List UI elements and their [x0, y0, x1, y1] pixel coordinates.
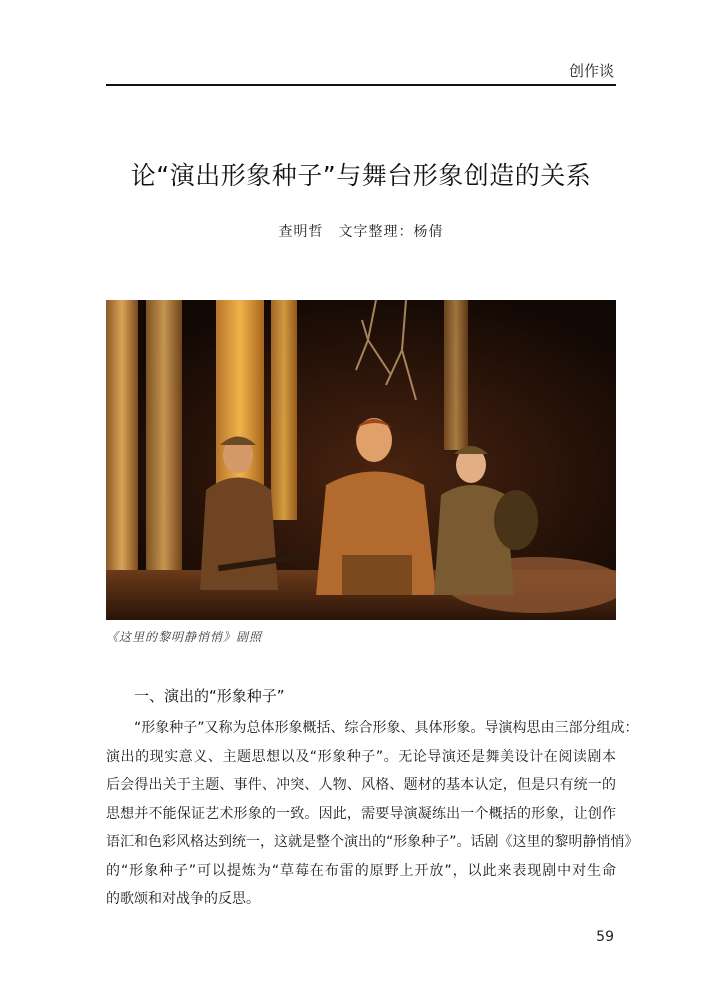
paragraph-line: 演出的现实意义、主题思想以及“形象种子”。无论导演还是舞美设计在阅读剧本 — [106, 748, 616, 765]
paragraph-line: 的歌颂和对战争的反思。 — [106, 891, 260, 907]
running-head: 创作谈 — [568, 62, 614, 80]
birch-trunk — [146, 300, 182, 600]
paragraph-line: 后会得出关于主题、事件、冲突、人物、风格、题材的基本认定，但是只有统一的 — [106, 777, 616, 793]
article-title: 论“演出形象种子”与舞台形象创造的关系 — [130, 161, 592, 190]
birch-trunk — [444, 300, 468, 450]
stage-photo-illustration — [106, 300, 616, 620]
paragraph-line: 的“形象种子”可以提炼为“草莓在布雷的原野上开放”，以此来表现剧中对生命 — [106, 862, 616, 879]
birch-trunk — [271, 300, 297, 520]
figure-caption: 《这里的黎明静悄悄》剧照 — [106, 630, 263, 644]
paragraph-line: 思想并不能保证艺术形象的一致。因此，需要导演凝练出一个概括的形象，让创作 — [106, 805, 616, 822]
section-heading: 一、演出的“形象种子” — [134, 687, 285, 705]
body-paragraph — [106, 714, 639, 914]
paragraph-line: 语汇和色彩风格达到统一，这就是整个演出的“形象种子”。话剧《这里的黎明静悄悄》 — [106, 834, 639, 850]
page-number: 59 — [596, 929, 614, 945]
paragraph-line: “形象种子”又称为总体形象概括、综合形象、具体形象。导演构思由三部分组成： — [134, 720, 639, 736]
stage-photo — [106, 300, 616, 620]
header-rule — [106, 84, 616, 86]
authors-line: 查明哲 文字整理：杨倩 — [278, 224, 444, 240]
